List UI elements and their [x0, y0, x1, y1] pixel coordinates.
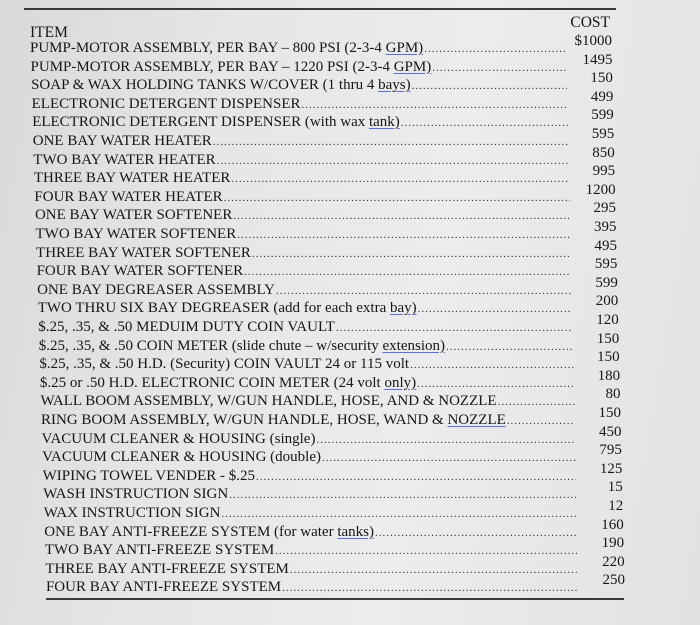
- table-row: [30, 33, 612, 57]
- leader-dots: [213, 136, 568, 150]
- item-text: WIPING TOWEL VENDER - $.25: [42, 467, 255, 484]
- table-row: [38, 330, 620, 355]
- item-cost: 150: [597, 349, 620, 366]
- item-cost: 450: [598, 423, 622, 440]
- item-description: [38, 319, 335, 336]
- leader-dots: [446, 341, 573, 355]
- item-cost: 160: [601, 516, 624, 533]
- item-text: THREE BAY ANTI-FREEZE SYSTEM: [45, 560, 289, 577]
- item-text: RING BOOM ASSEMBLY, W/GUN HANDLE, HOSE, WAND &: [41, 412, 448, 428]
- table-row: [42, 442, 622, 466]
- item-description: [30, 40, 423, 57]
- item-text: ONE BAY ANTI-FREEZE SYSTEM (for water: [44, 523, 338, 540]
- item-cost: 250: [602, 572, 626, 589]
- item-cost: 850: [592, 144, 615, 161]
- item-cost: 80: [605, 386, 621, 403]
- item-description: [34, 189, 222, 206]
- item-text: $.25, .35, & .50 COIN METER (slide chute – w/security: [38, 337, 383, 354]
- leader-dots: [282, 582, 579, 596]
- item-cost: 200: [595, 293, 619, 310]
- item-description: [43, 468, 255, 485]
- leader-dots: [375, 527, 578, 541]
- item-text: PUMP-MOTOR ASSEMBLY, PER BAY – 1220 PSI (2-3-4: [30, 58, 394, 75]
- item-text: TWO BAY ANTI-FREEZE SYSTEM: [44, 542, 275, 559]
- item-cost: 150: [596, 330, 620, 347]
- item-cost: 395: [594, 219, 617, 235]
- item-description: [42, 431, 316, 448]
- table-row: [37, 274, 618, 299]
- item-cost: 12: [608, 498, 624, 514]
- leader-dots: [224, 192, 570, 206]
- table-row: [31, 88, 614, 113]
- item-cost: 595: [591, 126, 615, 142]
- item-cost: 995: [592, 163, 616, 180]
- table-row: [36, 237, 617, 262]
- leader-dots: [276, 285, 572, 299]
- table-row: [44, 535, 625, 559]
- leader-dots: [316, 434, 575, 448]
- item-text: ELECTRONIC DETERGENT DISPENSER: [31, 95, 301, 112]
- item-text: ONE BAY DEGREASER ASSEMBLY: [37, 281, 275, 298]
- leader-dots: [233, 210, 570, 224]
- item-text: ONE BAY WATER HEATER: [32, 133, 212, 149]
- leader-dots: [412, 80, 567, 94]
- item-description: [31, 59, 432, 76]
- item-text: FOUR BAY WATER SOFTENER: [36, 263, 244, 280]
- item-description: [32, 114, 400, 131]
- leader-dots: [217, 155, 569, 169]
- leader-dots: [290, 564, 579, 578]
- item-text: WAX INSTRUCTION SIGN: [43, 505, 221, 521]
- table-row: [36, 256, 618, 280]
- leader-dots: [256, 471, 576, 485]
- item-description: [33, 152, 215, 169]
- leader-dots: [302, 99, 568, 113]
- item-cost: 125: [599, 460, 623, 477]
- cost-column-header: COST: [570, 14, 610, 31]
- table-row: [30, 51, 613, 76]
- item-description: [39, 338, 445, 355]
- item-text: ELECTRONIC DETERGENT DISPENSER (with wax: [32, 114, 369, 131]
- leader-dots: [252, 248, 571, 262]
- item-text: THREE BAY WATER SOFTENER: [36, 244, 251, 261]
- item-text: VACUUM CLEANER & HOUSING (single): [41, 430, 316, 447]
- leader-dots: [410, 359, 574, 373]
- item-description: [40, 393, 496, 410]
- item-text: $.25, .35, & .50 MEDUIM DUTY COIN VAULT: [38, 319, 335, 335]
- item-cost: 495: [594, 237, 617, 254]
- item-cost: 795: [599, 442, 622, 459]
- item-text-underlined: bay): [390, 300, 417, 317]
- table-row: [41, 423, 622, 448]
- leader-dots: [498, 396, 575, 410]
- item-cost: 120: [596, 312, 619, 328]
- table-row: [43, 498, 624, 522]
- item-cost: 220: [602, 553, 625, 570]
- item-cost: 190: [601, 535, 625, 552]
- table-row: [45, 553, 625, 578]
- item-description: [38, 300, 417, 317]
- item-description: [36, 245, 251, 262]
- item-cost: 599: [591, 107, 614, 124]
- bottom-rule: [46, 598, 624, 600]
- leader-dots: [229, 489, 577, 503]
- leader-dots: [507, 415, 575, 429]
- table-row: [44, 516, 624, 541]
- leader-dots: [417, 378, 574, 392]
- item-column-header: ITEM: [30, 24, 68, 41]
- item-text: PUMP-MOTOR ASSEMBLY, PER BAY – 800 PSI (2-3-4: [30, 40, 386, 56]
- item-text-underlined: NOZZLE: [447, 412, 506, 428]
- table-row: [40, 386, 621, 410]
- table-row: [33, 163, 616, 187]
- item-description: [35, 207, 232, 224]
- item-text-underlined: only): [384, 374, 417, 391]
- table-row: [39, 349, 620, 373]
- item-cost: 15: [607, 479, 623, 496]
- leader-dots: [424, 43, 566, 57]
- item-text: THREE BAY WATER HEATER: [33, 170, 231, 187]
- item-text: $.25 or .50 H.D. ELECTRONIC COIN METER (24 volt: [39, 374, 385, 391]
- table-row: [45, 572, 626, 596]
- item-text-underlined: GPM): [385, 40, 424, 56]
- item-text: FOUR BAY ANTI-FREEZE SYSTEM: [45, 579, 282, 596]
- item-description: [43, 486, 228, 503]
- item-cost: $1000: [574, 33, 612, 49]
- item-description: [33, 133, 212, 150]
- item-text: SOAP & WAX HOLDING TANKS W/COVER (1 thru 4: [31, 77, 379, 94]
- table-row: [34, 200, 617, 224]
- table-row: [31, 70, 613, 94]
- item-cost: 150: [598, 405, 621, 421]
- leader-dots: [231, 173, 569, 187]
- item-text: $.25, .35, & .50 H.D. (Security) COIN VAULT 24 or 115 volt: [39, 356, 410, 373]
- item-text-underlined: bays): [378, 77, 411, 94]
- item-text-underlined: GPM): [393, 58, 432, 75]
- table-row: [41, 405, 621, 429]
- leader-dots: [432, 62, 566, 76]
- top-rule: [24, 8, 616, 10]
- item-description: [44, 524, 374, 541]
- leader-dots: [401, 117, 568, 131]
- item-text: FOUR BAY WATER HEATER: [34, 188, 223, 205]
- leader-dots: [221, 508, 577, 522]
- leader-dots: [336, 322, 573, 336]
- item-cost: 180: [597, 367, 621, 384]
- table-row: [43, 479, 623, 503]
- item-cost: 150: [590, 70, 613, 87]
- item-cost: 599: [595, 274, 618, 291]
- item-cost: 1495: [582, 51, 613, 68]
- leader-dots: [322, 452, 576, 466]
- item-description: [41, 412, 506, 429]
- item-description: [37, 282, 275, 299]
- item-text-underlined: tank): [368, 114, 400, 131]
- item-text: TWO BAY WATER HEATER: [33, 151, 216, 168]
- item-description: [40, 375, 416, 392]
- table-row: [34, 181, 616, 206]
- table-row: [42, 460, 623, 485]
- item-description: [45, 561, 288, 578]
- table-row: [35, 219, 617, 243]
- leader-dots: [237, 229, 570, 243]
- item-description: [36, 226, 237, 243]
- leader-dots: [244, 266, 571, 280]
- leader-dots: [418, 303, 573, 317]
- item-description: [45, 542, 274, 559]
- item-text: VACUUM CLEANER & HOUSING (double): [42, 449, 321, 466]
- table-row: [38, 312, 619, 336]
- item-description: [37, 263, 244, 280]
- table-row: [37, 293, 619, 317]
- item-description: [42, 449, 321, 466]
- leader-dots: [275, 545, 578, 559]
- item-text: TWO BAY WATER SOFTENER: [35, 226, 237, 242]
- item-description: [32, 96, 301, 113]
- item-text: ONE BAY WATER SOFTENER: [34, 207, 233, 224]
- item-text-underlined: tanks): [337, 523, 374, 540]
- item-text: TWO THRU SIX BAY DEGREASER (add for each extra: [37, 300, 390, 317]
- table-row: [32, 126, 615, 150]
- table-header: [30, 14, 612, 40]
- item-cost: 1200: [585, 181, 616, 198]
- table-row: [39, 367, 621, 392]
- item-description: [39, 356, 409, 373]
- table-row: [33, 144, 615, 169]
- item-cost: 595: [594, 256, 618, 273]
- item-description: [44, 505, 221, 522]
- item-description: [31, 77, 411, 94]
- item-text: WALL BOOM ASSEMBLY, W/GUN HANDLE, HOSE, AND & NOZZLE: [40, 393, 497, 410]
- item-text-underlined: extension): [382, 337, 445, 354]
- item-text: WASH INSTRUCTION SIGN: [43, 486, 229, 503]
- item-description: [46, 579, 281, 596]
- item-cost: 499: [590, 88, 614, 105]
- item-cost: 295: [593, 200, 617, 217]
- item-description: [34, 170, 231, 187]
- table-row: [32, 107, 614, 131]
